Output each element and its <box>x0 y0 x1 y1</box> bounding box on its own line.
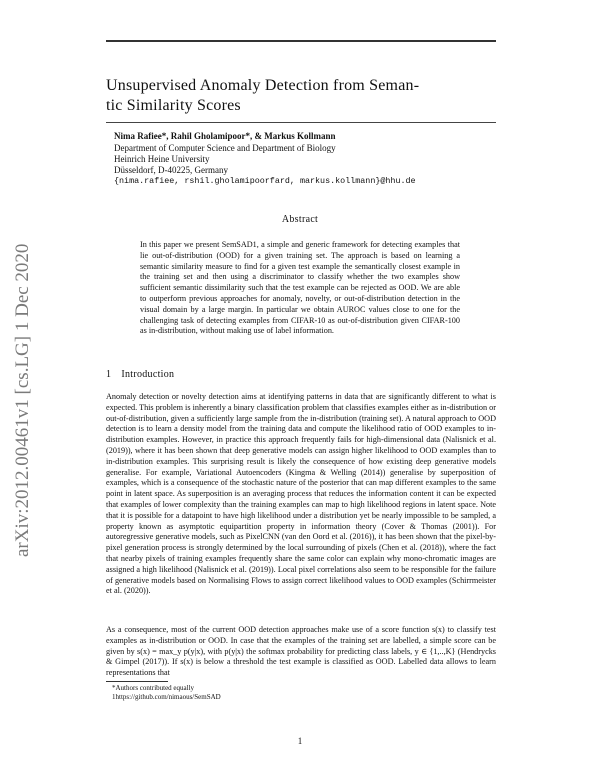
intro-paragraph-1: Anomaly detection or novelty detection aims at identifying patterns in data that are significantly different to what is expected. This problem is inherently a binary classification problem that classifies examples either as in-distribution or out-of-distribution, given a sufficiently large sample from the in-distribution (training set). A natural approach to OOD detection is to learn a density model from the training data and compute the likelihood ratio of OOD examples to in-distribution examples. However, in practice this approach frequently fails for high-dimensional data (Nalisnick et al. (2019)), where it has been shown that deep generative models can assign higher likelihood to OOD examples than to in-distribution examples. This surprising result is likely the consequence of how existing deep generative models generalise. For example, Variational Autoencoders (Kingma & Welling (2014)) generalise by superposition of examples, which is a consequence of the stochastic nature of the posterior that can map different examples to the same point in latent space. As superposition is an averaging process that reduces the information content it can be expected that examples of lower complexity than the training examples can map to high likelihood regions in latent space. Note that it is possible for a datapoint to have high likelihood under a distribution yet be nearly impossible to be sampled, a property known as asymptotic equipartition property in information theory (Cover & Thomas (2001)). For autoregressive generative models, such as PixelCNN (van den Oord et al. (2016)), it has been shown that the pixel-by-pixel generation process is strongly determined by the local surrounding of pixels (Chen et al. (2018)), where the fact that nearby pixels of training examples frequently share the same color can explain why mono-chromatic images are assigned a high likelihood (Nalisnick et al. (2019)). Local pixel correlations also seem to be responsible for the failure of generative models based on Normalising Flows to assign correct likelihood values to OOD examples (Schirrmeister et al. (2020)). <box>106 392 496 596</box>
page-number: 1 <box>297 736 303 746</box>
title-top-rule <box>106 40 496 42</box>
affiliation-line: Heinrich Heine University <box>114 154 210 164</box>
abstract-heading: Abstract <box>281 214 319 225</box>
author-names: Nima Rafiee*, Rahil Gholamipoor*, & Markus Kollmann <box>114 131 336 141</box>
footnote-rule <box>106 681 168 682</box>
section-number: 1 <box>106 369 112 380</box>
footnotes <box>112 684 492 702</box>
section-heading <box>106 369 174 380</box>
section-title: Introduction <box>121 369 175 380</box>
abstract-text: In this paper we present SemSAD1, a simple and generic framework for detecting examples that lie out-of-distribution (OOD) for a given training set. The approach is based on learning a semantic similarity measure to find for a given test example the semantically closest example in the training set and then using a discriminator to classify whether the two examples show sufficient semantic dissimilarity such that the test example can be rejected as OOD. We are able to outperform previous approaches for anomaly, novelty, or out-of-distribution detection in the visual domain by a large margin. In particular we obtain AUROC values close to one for the challenging task of detecting examples from CIFAR-10 as out-of-distribution given CIFAR-100 as in-distribution, without making use of label information. <box>140 240 460 336</box>
affiliation-line: Düsseldorf, D-40225, Germany <box>114 165 228 175</box>
title-bottom-rule <box>106 122 496 123</box>
author-emails: {nima.rafiee, rshil.gholamipoorfard, markus.kollmann}@hhu.de <box>114 176 416 186</box>
arxiv-stamp: arXiv:2012.00461v1 [cs.LG] 1 Dec 2020 <box>12 243 33 557</box>
footnote-equal-contribution: *Authors contributed equally <box>112 684 195 692</box>
title-line-2: tic Similarity Scores <box>106 97 241 114</box>
intro-paragraph-2: As a consequence, most of the current OOD detection approaches make use of a score function s(x) to classify test examples as in-distribution or OOD. In case that the examples of the training set are labelled, a simple score can be given by s(x) = max_y p(y|x), with p(y|x) the softmax probability for predicting class labels, y ∈ {1,..,K} (Hendrycks & Gimpel (2017)). If s(x) is below a threshold the test example is classified as OOD. Labelled data allows to learn representations that <box>106 625 496 678</box>
footnote-github-link[interactable]: 1https://github.com/nimaous/SemSAD <box>112 693 221 701</box>
author-block <box>114 131 494 187</box>
paper-title <box>106 76 498 116</box>
title-line-1: Unsupervised Anomaly Detection from Seman- <box>106 77 420 94</box>
affiliation-line: Department of Computer Science and Department of Biology <box>114 143 336 153</box>
